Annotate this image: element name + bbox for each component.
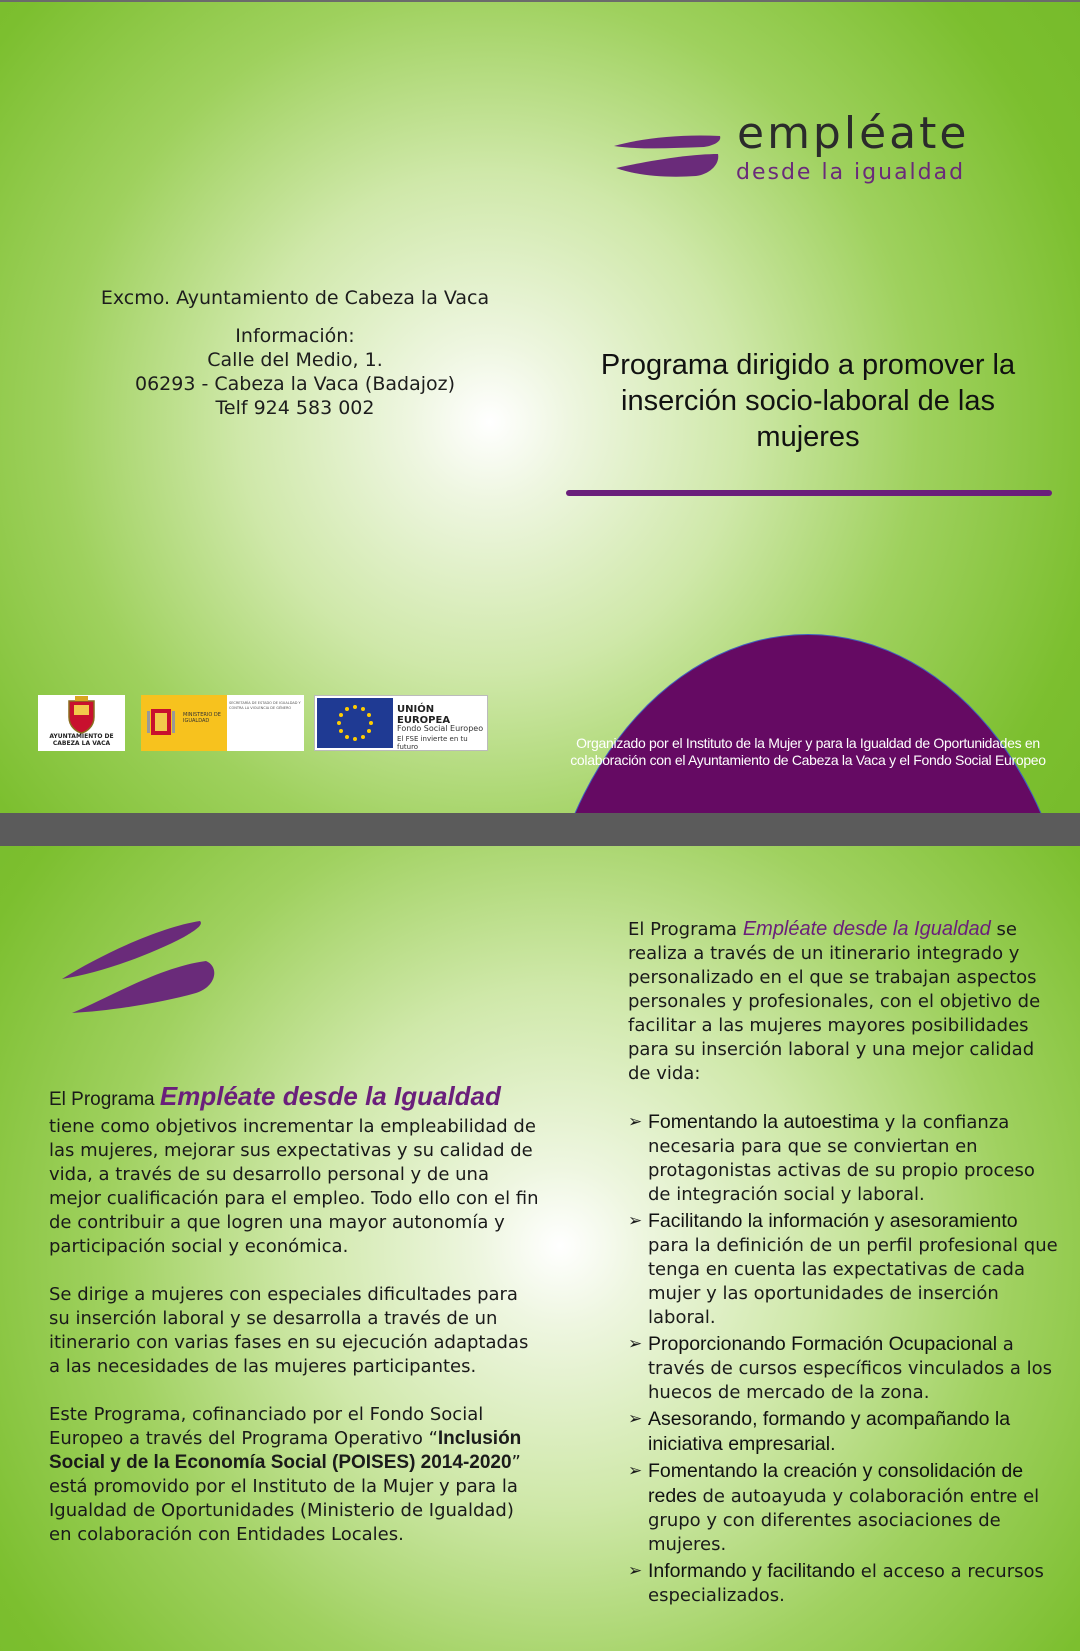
arrow-bullet-icon: ➢ xyxy=(628,1334,643,1354)
right-intro xyxy=(628,917,1058,1086)
list-item-bold: Facilitando la información y asesoramiento xyxy=(648,1210,1018,1232)
page-separator xyxy=(0,813,1080,846)
left-intro xyxy=(49,1081,539,1112)
info-label: Información: xyxy=(235,325,355,347)
arrow-bullet-icon: ➢ xyxy=(628,1409,643,1429)
phone: Telf 924 583 002 xyxy=(215,397,375,419)
list-item xyxy=(628,1407,1058,1457)
brush-strokes-icon xyxy=(612,130,724,182)
list-item-bold: Fomentando la creación y consolidación de redes xyxy=(648,1460,1024,1507)
list-item xyxy=(628,1110,1058,1207)
right-brand-name: Empléate desde la Igualdad xyxy=(742,918,991,940)
funding-paragraph xyxy=(49,1403,539,1547)
list-item-text: a través de cursos específicos vinculados a los huecos de mercado de la zona. xyxy=(648,1334,1053,1403)
logo-word: empléate xyxy=(737,108,970,159)
right-column xyxy=(628,917,1058,1610)
program-title: Programa dirigido a promover la inserción socio-laboral de las mujeres xyxy=(600,349,1016,453)
list-item-text: el acceso a recursos especializados. xyxy=(648,1561,1044,1606)
right-intro-rest: se realiza a través de un itinerario integrado y personalizado en el que se trabajan aspectos personales y profesionales, con el objetivo de facilitar a las mujeres mayores posibilidades para su inserción laboral y una mejor calidad de vida: xyxy=(628,919,1041,1084)
coat-of-arms-icon xyxy=(38,695,125,735)
list-item-text: y la confianza necesaria para que se conviertan en protagonistas activas de su propio proceso de integración social y laboral. xyxy=(648,1112,1035,1205)
list-item xyxy=(628,1209,1058,1330)
list-item xyxy=(628,1559,1058,1608)
organized-by-text: Organizado por el Instituto de la Mujer y para la Igualdad de Oportunidades en colaboración con el Ayuntamiento de Cabeza la Vaca y el Fondo Social Europeo xyxy=(570,735,1046,768)
ministerio-logo xyxy=(141,695,304,751)
list-item-text: de autoayuda y colaboración entre el grupo y con diferentes asociaciones de mujeres. xyxy=(648,1486,1040,1555)
list-item-bold: Fomentando la autoestima xyxy=(648,1111,879,1133)
funding-program-name: Inclusión Social y de la Economía Social (POISES) 2014-2020 xyxy=(49,1428,522,1473)
city: 06293 - Cabeza la Vaca (Badajoz) xyxy=(134,373,456,395)
list-item xyxy=(628,1459,1058,1557)
purple-dome xyxy=(538,634,1078,813)
arrow-bullet-icon: ➢ xyxy=(628,1461,643,1481)
ministerio-flag-panel xyxy=(141,695,227,751)
organization-name: Excmo. Ayuntamiento de Cabeza la Vaca xyxy=(100,287,490,309)
ministerio-label: MINISTERIO DE IGUALDAD xyxy=(183,712,221,724)
list-item-bold: Proporcionando Formación Ocupacional xyxy=(648,1333,998,1355)
eu-flag xyxy=(317,698,393,748)
ayuntamiento-logo xyxy=(38,695,125,751)
ministerio-side-text: SECRETARÍA DE ESTADO DE IGUALDAD Y CONTRA LA VIOLENCIA DE GÉNERO xyxy=(229,701,301,710)
left-column xyxy=(49,1115,539,1571)
actions-list xyxy=(628,1110,1058,1608)
eu-stars-icon xyxy=(317,698,393,748)
arrow-bullet-icon: ➢ xyxy=(628,1211,643,1231)
list-item-bold: Asesorando, formando y acompañando la iniciativa empresarial. xyxy=(648,1408,1011,1455)
ue-title: UNIÓN EUROPEA xyxy=(397,704,451,726)
ayuntamiento-caption: AYUNTAMIENTO DE CABEZA LA VACA xyxy=(49,733,114,747)
union-europea-logo xyxy=(314,695,488,751)
logo-subtitle: desde la igualdad xyxy=(736,160,966,185)
list-item-text: para la definición de un perfil profesional que tenga en cuenta las expectativas de cada mujer y las oportunidades de inserción laboral. xyxy=(648,1235,1058,1328)
right-intro-prefix: El Programa xyxy=(628,919,738,940)
arrow-bullet-icon: ➢ xyxy=(628,1112,643,1132)
arrow-bullet-icon: ➢ xyxy=(628,1561,643,1581)
target-paragraph: Se dirige a mujeres con especiales dificultades para su inserción laboral y se desarrolla a través de un itinerario con varias fases en su ejecución adaptadas a las necesidades de las mujeres participantes. xyxy=(49,1284,529,1377)
ue-motto: El FSE invierte en tu futuro xyxy=(397,735,468,751)
program-brand-name: Empléate desde la Igualdad xyxy=(159,1081,501,1111)
cover-page xyxy=(0,2,1080,813)
title-underline xyxy=(566,490,1052,496)
funding-text-b: ” está promovido por el Instituto de la Mujer y para la Igualdad de Oportunidades (Ministerio de Igualdad) en colaboración con Entidades Locales. xyxy=(49,1452,521,1545)
objectives-paragraph: tiene como objetivos incrementar la empleabilidad de las mujeres, mejorar sus expectativas y su calidad de vida, a través de su desarrollo personal y de una mejor cualificación para el empleo. Todo ello con el fin de contribuir a que logren una mayor autonomía y participación social y económica. xyxy=(49,1116,539,1257)
emplate-logo xyxy=(612,108,992,192)
brush-strokes-icon xyxy=(60,917,220,1017)
intro-prefix: El Programa xyxy=(49,1089,155,1110)
spain-arms-icon xyxy=(141,695,181,751)
funding-text-a: Este Programa, cofinanciado por el Fondo Social Europeo a través del Programa Operativo “ xyxy=(49,1404,484,1449)
street: Calle del Medio, 1. xyxy=(207,349,383,371)
list-item-bold: Informando y facilitando xyxy=(648,1560,856,1582)
list-item xyxy=(628,1332,1058,1405)
ue-fund: Fondo Social Europeo xyxy=(397,724,484,733)
contact-address xyxy=(90,286,500,420)
